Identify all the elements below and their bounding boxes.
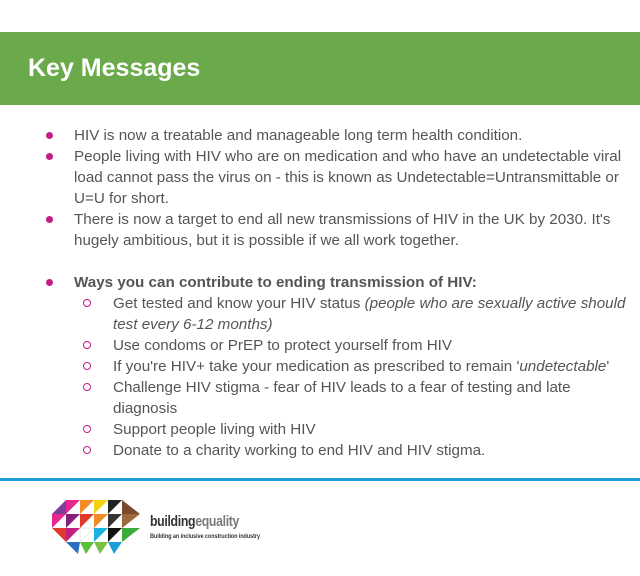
list-item-text: There is now a target to end all new transmissions of HIV in the UK by 2030. It's hugely ambitious, but it is possible if we all work together. — [74, 211, 611, 249]
sublist-item-text: If you're HIV+ take your medication as prescribed to remain ' — [113, 358, 520, 375]
bullet-ring-icon — [83, 383, 91, 391]
bullet-ring-icon — [83, 425, 91, 433]
footer-divider — [0, 478, 640, 481]
sublist-item — [113, 293, 636, 335]
logo-wordmark-part1: building — [150, 513, 196, 530]
sublist-item-text: Challenge HIV stigma - fear of HIV leads to a fear of testing and late diagnosis — [113, 379, 571, 417]
ways-list-item — [42, 272, 636, 461]
logo-wordmark — [150, 513, 239, 530]
list-item-text: People living with HIV who are on medication and who have an undetectable viral load cannot pass the virus on - this is known as Undetectable=Untransmittable or U=U for short. — [74, 148, 622, 207]
logo-tagline: Building an inclusive construction industry — [150, 533, 260, 540]
ways-heading: Ways you can contribute to ending transmission of HIV: — [74, 274, 477, 291]
sublist-item — [113, 377, 636, 419]
sublist-item-suffix: ' — [606, 358, 610, 375]
bullet-ring-icon — [83, 341, 91, 349]
list-item-text: HIV is now a treatable and manageable long term health condition. — [74, 127, 523, 144]
bullet-dot-icon — [46, 132, 53, 139]
header-band — [0, 32, 640, 105]
list-item — [42, 146, 636, 209]
sublist-item-text: Use condoms or PrEP to protect yourself from HIV — [113, 337, 453, 354]
logo-wordmark-part2: equality — [195, 513, 240, 530]
bullet-ring-icon — [83, 299, 91, 307]
key-messages-list — [42, 125, 636, 461]
list-item — [42, 125, 636, 146]
sublist-item-italic: (people who are sexually active should test every 6-12 months) — [113, 295, 626, 333]
sublist-item-text: Get tested and know your HIV status — [113, 295, 365, 312]
bullet-ring-icon — [83, 446, 91, 454]
sublist-item-text: Support people living with HIV — [113, 421, 316, 438]
sublist-item-italic: undetectable — [519, 358, 607, 375]
bullet-ring-icon — [83, 362, 91, 370]
ways-sublist — [74, 293, 636, 461]
sublist-item — [113, 440, 636, 461]
list-item — [42, 209, 636, 251]
page-title: Key Messages — [28, 54, 201, 82]
sublist-item — [113, 419, 636, 440]
building-equality-logo-icon — [48, 496, 144, 556]
sublist-item — [113, 335, 636, 356]
bullet-dot-icon — [46, 216, 53, 223]
key-messages-content — [42, 125, 636, 461]
bullet-dot-icon — [46, 153, 53, 160]
bullet-dot-icon — [46, 279, 53, 286]
sublist-item — [113, 356, 636, 377]
sublist-item-text: Donate to a charity working to end HIV and HIV stigma. — [113, 442, 486, 459]
